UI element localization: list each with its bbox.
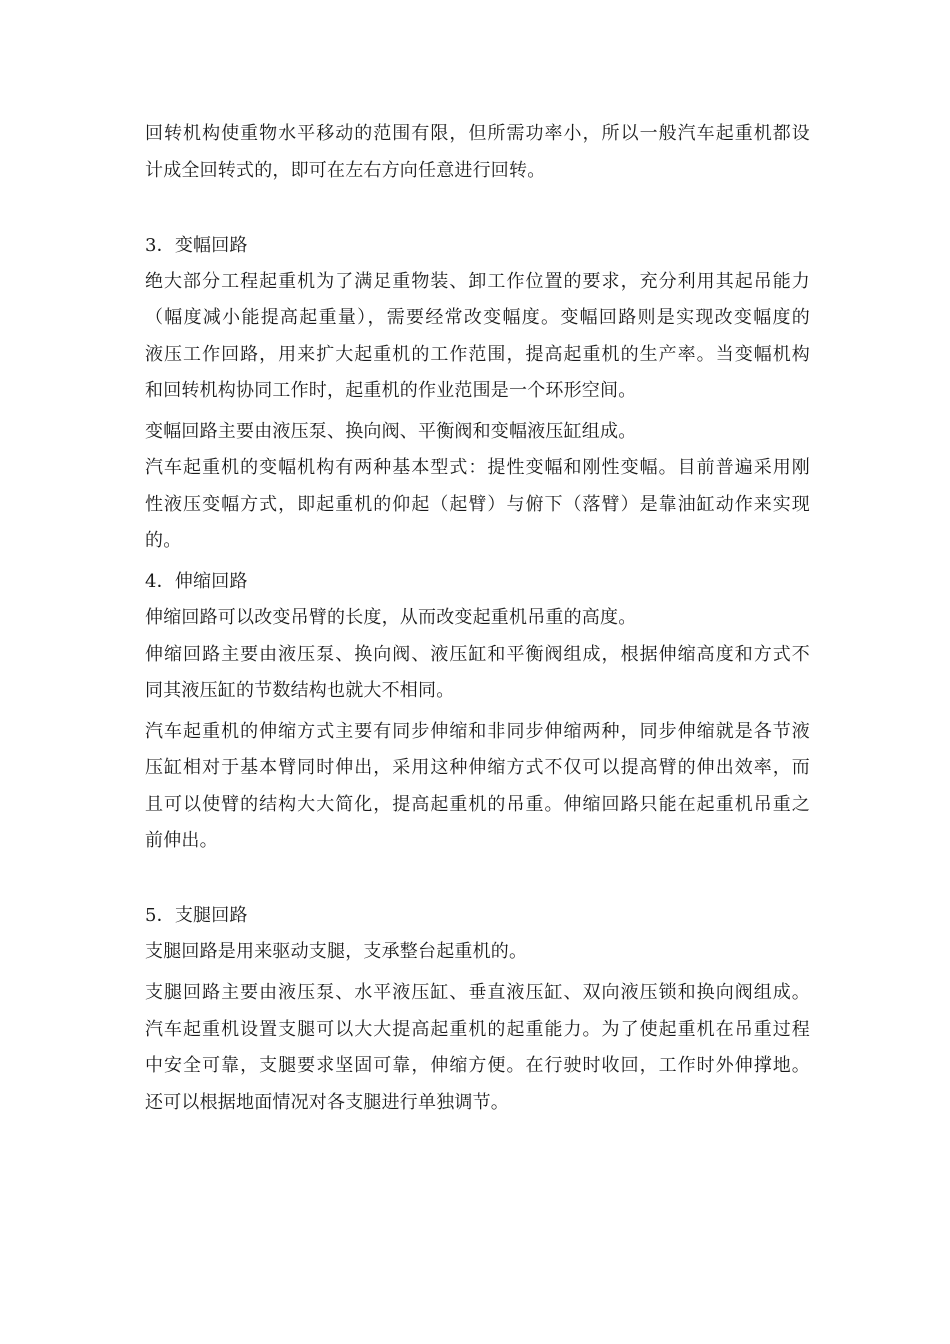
text-line: 且可以使臂的结构大大简化，提高起重机的吊重。伸缩回路只能在起重机吊重之 xyxy=(145,794,810,815)
text-line: （幅度减小能提高起重量），需要经常改变幅度。变幅回路则是实现改变幅度的 xyxy=(145,307,810,328)
text-line: 计成全回转式的，即可在左右方向任意进行回转。 xyxy=(145,160,546,181)
text-line: 液压工作回路，用来扩大起重机的工作范围，提高起重机的生产率。当变幅机构 xyxy=(145,344,810,365)
text-line: 伸缩回路主要由液压泵、换向阀、液压缸和平衡阀组成，根据伸缩高度和方式不 xyxy=(145,644,810,665)
text-line: 压缸相对于基本臂同时伸出，采用这种伸缩方式不仅可以提高臂的伸出效率，而 xyxy=(145,757,810,778)
text-line: 汽车起重机的伸缩方式主要有同步伸缩和非同步伸缩两种，同步伸缩就是各节液 xyxy=(145,721,810,742)
text-line: 的。 xyxy=(145,530,182,551)
text-line: 支腿回路是用来驱动支腿，支承整台起重机的。 xyxy=(145,941,528,962)
text-line: 还可以根据地面情况对各支腿进行单独调节。 xyxy=(145,1092,509,1113)
text-line: 变幅回路主要由液压泵、换向阀、平衡阀和变幅液压缸组成。 xyxy=(145,421,637,442)
section-heading: 3．变幅回路 xyxy=(145,235,248,256)
text-line: 性液压变幅方式，即起重机的仰起（起臂）与俯下（落臂）是靠油缸动作来实现 xyxy=(145,494,810,515)
text-line: 同其液压缸的节数结构也就大不相同。 xyxy=(145,680,455,701)
text-line: 前伸出。 xyxy=(145,830,218,851)
text-line: 伸缩回路可以改变吊臂的长度，从而改变起重机吊重的高度。 xyxy=(145,607,637,628)
section-heading: 5．支腿回路 xyxy=(145,905,248,926)
text-line: 汽车起重机设置支腿可以大大提高起重机的起重能力。为了使起重机在吊重过程 xyxy=(145,1019,810,1040)
text-line: 绝大部分工程起重机为了满足重物装、卸工作位置的要求，充分利用其起吊能力 xyxy=(145,271,810,292)
text-line: 回转机构使重物水平移动的范围有限，但所需功率小，所以一般汽车起重机都设 xyxy=(145,123,810,144)
text-line: 和回转机构协同工作时，起重机的作业范围是一个环形空间。 xyxy=(145,380,637,401)
text-line: 中安全可靠，支腿要求坚固可靠，伸缩方便。在行驶时收回，工作时外伸撑地。 xyxy=(145,1055,810,1076)
text-line: 汽车起重机的变幅机构有两种基本型式：提性变幅和刚性变幅。目前普遍采用刚 xyxy=(145,457,810,478)
text-line: 支腿回路主要由液压泵、水平液压缸、垂直液压缸、双向液压锁和换向阀组成。 xyxy=(145,982,810,1003)
section-heading: 4．伸缩回路 xyxy=(145,571,248,592)
